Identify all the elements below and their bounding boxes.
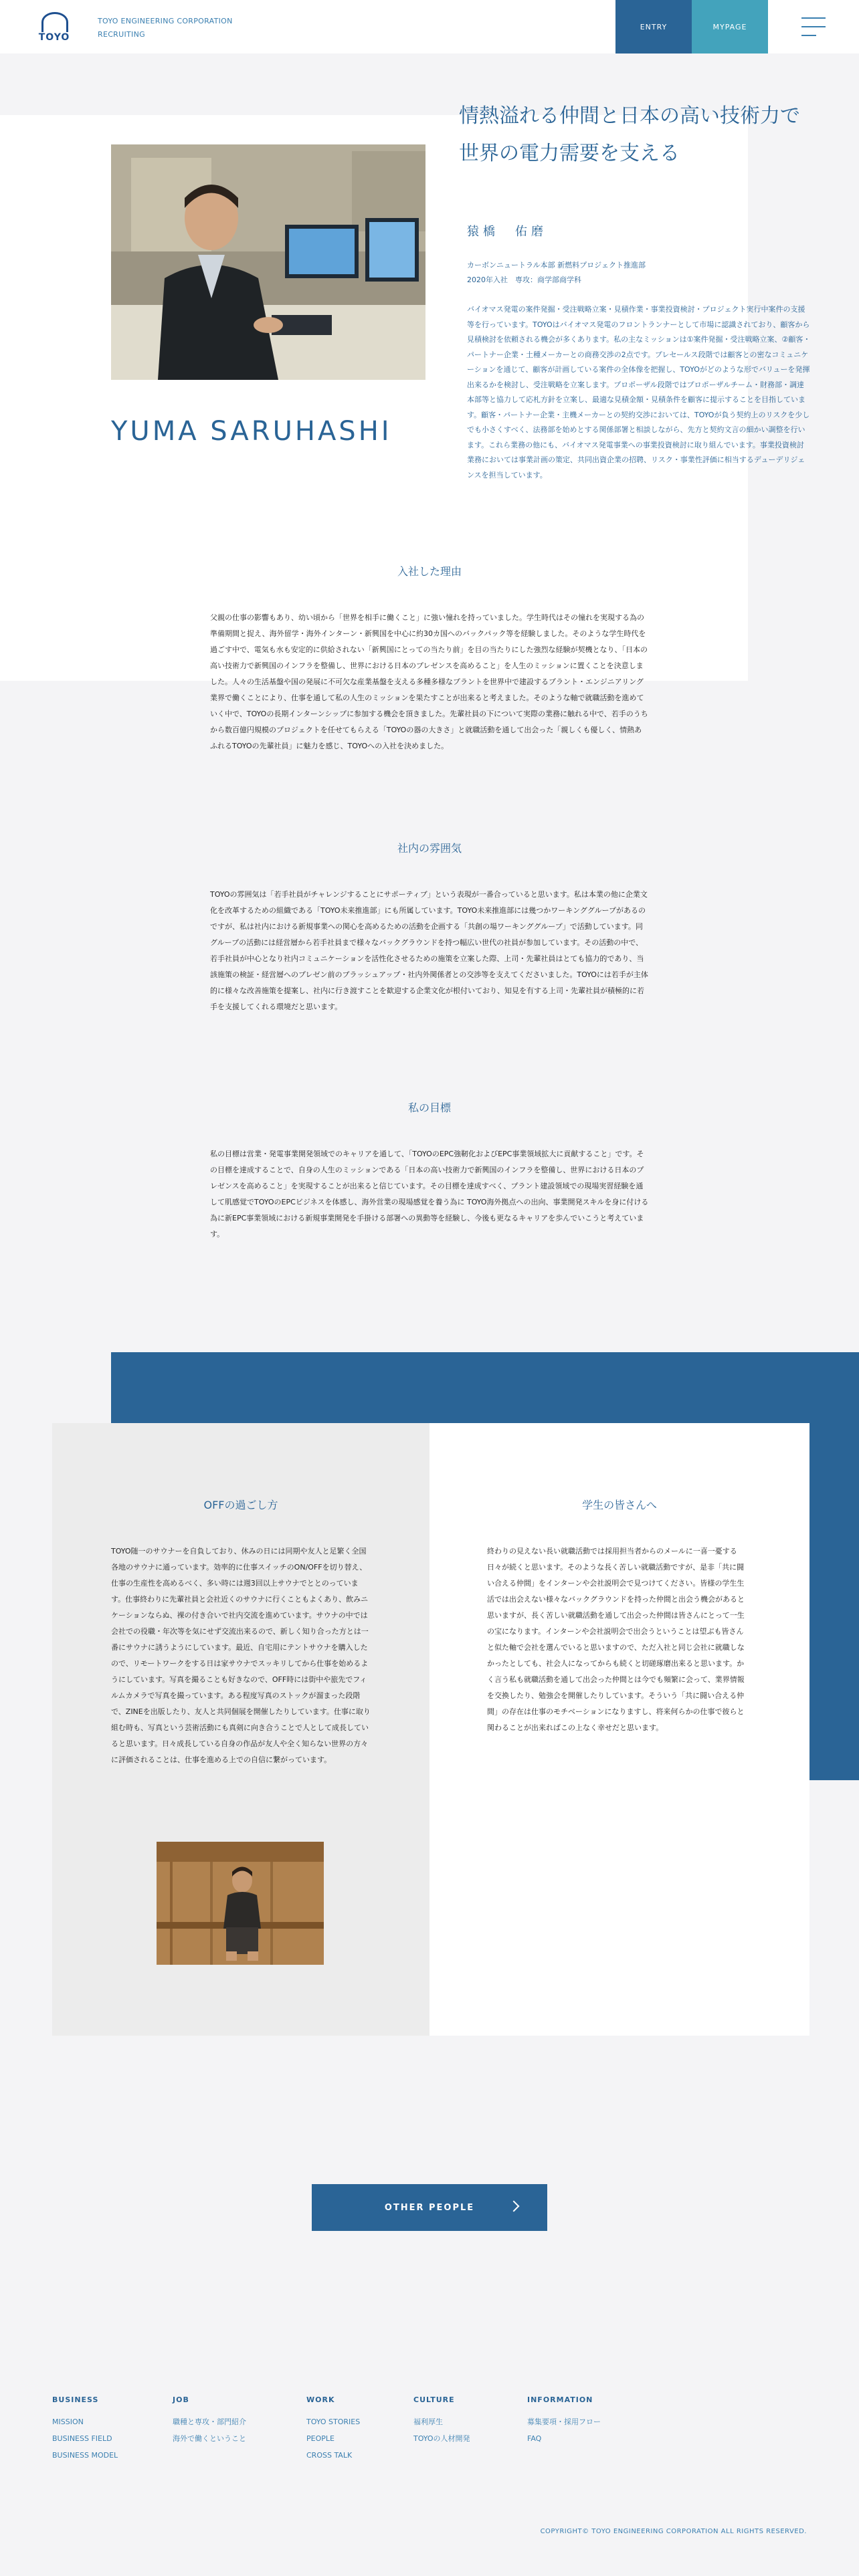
corporate-name[interactable]: [98, 15, 233, 41]
footer-heading: JOB: [173, 2395, 189, 2404]
footer-link[interactable]: MISSION: [52, 2418, 84, 2426]
other-people-label: OTHER PEOPLE: [384, 2202, 475, 2213]
headline-line-2: 世界の電力需要を支える: [459, 142, 680, 165]
footer-link[interactable]: TOYO STORIES: [306, 2418, 361, 2426]
footer-link[interactable]: TOYOの人材開発: [413, 2434, 470, 2443]
headline-line-1: 情熱溢れる仲間と日本の高い技術力で: [459, 104, 800, 128]
site-header: [0, 0, 859, 53]
off-time-body: TOYO随一のサウナーを自負しており、休みの日には同期や友人と足繁く全国各地のサウナに通っています。効率的に仕事スイッチのON/OFFを切り替え、仕事の生産性を高めるべく、多い時には週3回以上サウナでととのっています。仕事終わりに先輩社員と会社近くのサウナに行くこともよくあり、飲みニケーションならぬ、裸の付き合いで社内交流を進めています。サウナの中では会社での役職・年次等を気にせず交流出来るので、新しく知り合った方とは一番にサウナに誘うようにしています。最近、自宅用にテントサウナを購入したので、リモートワークをする日は家サウナでスッキリしてから仕事を始めるようにしています。写真を撮ることも好きなので、OFF時には街中や旅先でフィルムカメラで写真を撮っています。ある程度写真のストックが溜まった段階で、ZINEを出版したり、友人と共同個展を開催したりしています。仕事に取り組む時も、写真という芸術活動にも真剣に向き合うことで人として成長していると思います。日々成長している自身の作品が友人や全く知らない世界の方々に評価されることは、仕事を進める上での自信に繋がっています。: [111, 1547, 371, 1764]
off-time-photo: [157, 1842, 324, 1965]
section-body-reason: 父親の仕事の影響もあり、幼い頃から「世界を相手に働くこと」に強い憧れを持っていました。学生時代はその憧れを実現する為の準備期間と捉え、海外留学・海外インターン・新興国を中心に約30カ国へのバックパック等を経験しました。そのような学生時代を過ごす中で、電気も水も安定的に供給されない「新興国にとっての当たり前」を目の当たりにした強烈な経験が契機となり、「日本の高い技術力で新興国のインフラを整備し、世界における日本のプレゼンスを高めること」を人生のミッションに置くことを決意しました。人々の生活基盤や国の発展に不可欠な産業基盤を支える多種多様なプラントを世界中で建設するプラント・エンジニアリング業界で働くことにより、仕事を通して私の人生のミッションを果たすことが出来ると考えました。そのような軸で就職活動を進めていく中で、TOYOの長期インターンシップに参加する機会を頂きました。先輩社員の下について実際の業務に触れる中で、若手のうちから数百億円規模のプロジェクトを任せてもらえる「TOYOの器の大きさ」と就職活動を通して出会った「親しくも優しく、情熱あふれるTOYOの先輩社員」に魅力を感じ、TOYOへの入社を決めました。: [210, 613, 648, 750]
footer-link[interactable]: 福利厚生: [413, 2418, 443, 2426]
name-japanese: 猿橋 佑磨: [467, 225, 547, 239]
off-time-title: OFFの過ごし方: [203, 1499, 278, 1511]
footer-col-information: [527, 2395, 601, 2447]
footer-col-work: [306, 2395, 360, 2464]
corp-line-1: TOYO ENGINEERING CORPORATION: [98, 17, 233, 25]
footer-link[interactable]: 海外で働くということ: [173, 2434, 246, 2443]
hamburger-menu-icon[interactable]: [801, 17, 826, 36]
section-body-goal: 私の目標は営業・発電事業開発領域でのキャリアを通して、「TOYOのEPC強靭化およびEPC事業領域拡大に貢献すること」です。その目標を達成することで、自身の人生のミッションである「日本の高い技術力で新興国のインフラを整備し、世界における日本のプレゼンスを高めること」を実現することが出来ると信じています。その目標を達成すべく、プラント建設領域での現場実習経験を通して肌感覚でTOYOのEPCビジネスを体感し、海外営業の現場感覚を養う為に TOYO海外拠点への出向、事業開発スキルを身に付ける為に新EPC事業領域における新規事業開発を手掛ける部署への異動等を経験し、今後も更なるキャリアを歩んでいこうと考えています。: [210, 1150, 649, 1239]
join-year-major: 2020年入社 専攻：商学部商学科: [467, 276, 581, 284]
chevron-right-icon: [508, 2201, 520, 2212]
name-english: YUMA SARUHASHI: [111, 416, 392, 447]
department-info: [467, 258, 646, 288]
message-body: 終わりの見えない長い就職活動では採用担当者からのメールに一喜一憂する日々が続くと思います。そのような長く苦しい就職活動ですが、是非「共に闘い合える仲間」をインターンや会社説明会で見つけてください。皆様の学生生活では出会えない様々なバックグラウンドを持った仲間と出会う機会があると思いますが、長く苦しい就職活動を通して出会った仲間は皆さんにとって一生の宝になります。インターンや会社説明会で出会うということは望ぶも皆さんと似た軸で会社を選んでいると思いますので、ただ入社と同じ会社に就職しなかったとしても、社会人になってからも続くと切磋琢磨出来ると思います。かく言う私も就職活動を通して出会った仲間とは今でも頻繁に会って、業界情報を交換したり、勉強会を開催したりしています。そういう「共に闘い合える仲間」の存在は仕事のモチベーションになりますし、将来何らかの仕事で彼らと関わることが出来ればこの上なく幸せだと思います。: [487, 1547, 745, 1732]
entry-button[interactable]: ENTRY: [615, 0, 692, 53]
other-people-button[interactable]: [312, 2184, 547, 2231]
footer-col-business: [52, 2395, 118, 2464]
job-description: バイオマス発電の案件発掘・受注戦略立案・見積作業・事業投資検討・プロジェクト実行中案件の支援等を行っています。TOYOはバイオマス発電のフロントランナーとして市場に認識されており、顧客から見積検討を依頼される機会が多くあります。私の主なミッションは①案件発掘・受注戦略立案、②顧客・パートナー企業・土種メーカーとの商務交渉の2点です。プレセールス段階では顧客との密なコミュニケーションを通じて、顧客が計画している案件の全体像を把握し、TOYOがどのような形でバリューを発揮出来るかを検討し、受注戦略を立案します。プロポーザル段階ではプロポーザルチーム・財務部・調達本部等と協力して応札方針を立案し、最適な見積金額・見積条件を顧客に提示することを目指しています。顧客・パートナー企業・主機メーカーとの契約交渉においては、TOYOが負う契約上のリスクを少しでも小さくすべく、法務部を始めとする関係部署と相談しながら、先方と契約文言の細かい調整を行います。これら業務の他にも、バイオマス発電事業への事業投資検討に取り組んでいます。事業投資検討業務においては事業計画の策定、共同出資企業の招聘、リスク・事業性評価に相当するデューデリジェンスを担当しています。: [467, 305, 811, 479]
corp-line-2: RECRUITING: [98, 30, 145, 39]
department: カーボンニュートラル本部 新燃料プロジェクト推進部: [467, 261, 646, 270]
menu-line: [801, 17, 826, 19]
logo-text: TOYO: [38, 32, 70, 43]
footer-link[interactable]: 募集要項・採用フロー: [527, 2418, 601, 2426]
mypage-button[interactable]: MYPAGE: [692, 0, 768, 53]
footer-heading: BUSINESS: [52, 2395, 99, 2404]
footer-heading: INFORMATION: [527, 2395, 593, 2404]
section-title-reason: 入社した理由: [397, 565, 462, 578]
message-title: 学生の皆さんへ: [582, 1499, 657, 1511]
footer-link[interactable]: 職種と専攻・部門紹介: [173, 2418, 246, 2426]
menu-line: [801, 35, 816, 36]
footer-link[interactable]: BUSINESS MODEL: [52, 2451, 118, 2460]
footer-heading: WORK: [306, 2395, 335, 2404]
footer-link[interactable]: FAQ: [527, 2434, 542, 2443]
footer-link[interactable]: CROSS TALK: [306, 2451, 353, 2460]
profile-photo: [111, 144, 425, 380]
headline: [459, 98, 834, 173]
menu-line: [801, 26, 826, 27]
section-body-atmosphere: TOYOの雰囲気は「若手社員がチャレンジすることにサポーティブ」という表現が一番合っていると思います。私は本業の他に企業文化を改革するための組織である「TOYO未来推進部」にも所属しています。TOYO未来推進部には幾つかワーキンググループがあるのですが、私は社内における新規事業への関心を高めるための活動を企画する「共創の場ワーキンググループ」で活動しています。同グループの活動には経営層から若手社員まで様々なバックグラウンドを持つ幅広い世代の社員が参加しています。その活動の中で、若手社員が中心となり社内コミュニケーションを活性化させるための施策を立案した際、上司・先輩社員はとても協力的であり、当該施策の検証・経営層へのプレゼン前のブラッシュアップ・社内外関係者との交渉等を支えてくださいました。TOYOには若手が主体的に様々な改善施策を提案し、社内に行き渡すことを歓迎する企業文化が根付いており、知見を有する上司・先輩社員が積極的に若手を支援してくれる環境だと思います。: [210, 890, 648, 1011]
footer-col-culture: [413, 2395, 470, 2447]
footer-heading: CULTURE: [413, 2395, 455, 2404]
footer-link[interactable]: PEOPLE: [306, 2434, 335, 2443]
copyright: COPYRIGHT© TOYO ENGINEERING CORPORATION ALL RIGHTS RESERVED.: [540, 2528, 807, 2535]
logo-mark-icon: [41, 12, 68, 32]
section-title-goal: 私の目標: [407, 1101, 451, 1114]
toyo-logo[interactable]: [36, 12, 72, 43]
footer-col-job: [173, 2395, 246, 2447]
footer-link[interactable]: BUSINESS FIELD: [52, 2434, 112, 2443]
section-title-atmosphere: 社内の雰囲気: [397, 842, 462, 855]
